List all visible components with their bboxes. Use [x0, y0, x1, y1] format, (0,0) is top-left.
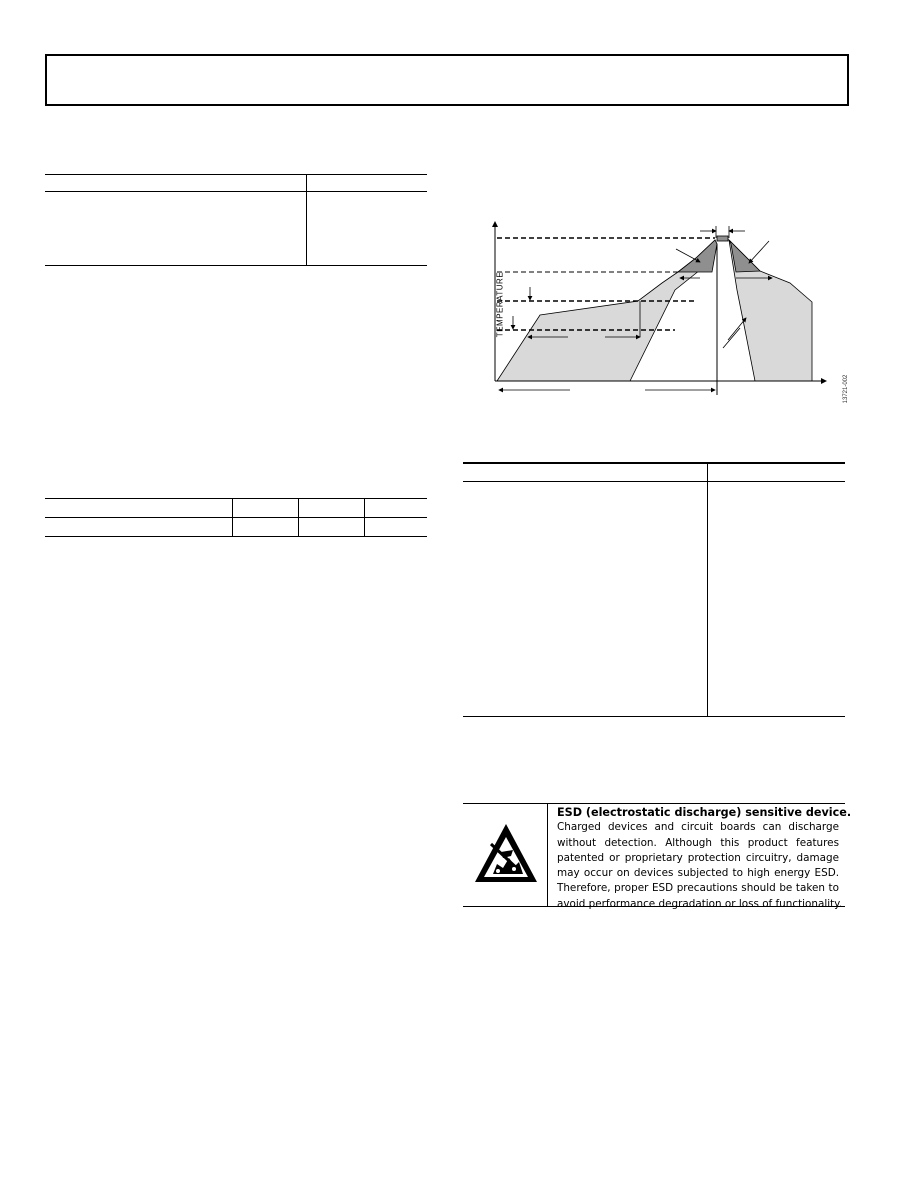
esd-divider	[547, 803, 548, 907]
esd-caution-text	[557, 805, 852, 912]
ramp-down-arrow	[749, 241, 769, 263]
esd-line: Charged devices and circuit boards can discharge	[557, 821, 839, 834]
cooling-arrow	[728, 318, 746, 340]
ramp-up-arrow	[676, 249, 700, 262]
figure-id: 13721-002	[843, 374, 849, 404]
peak-cap	[717, 236, 728, 241]
esd-top-rule	[463, 803, 845, 804]
profile-envelope-left	[497, 240, 717, 381]
peak-zone-left	[678, 240, 717, 272]
table-top-rule	[463, 462, 845, 464]
esd-line: may occur on devices subjected to high energy ESD.	[557, 867, 839, 880]
esd-line: without detection. Although this product features	[557, 836, 839, 849]
cooling-tail	[723, 328, 740, 348]
table-column-divider	[707, 462, 708, 716]
y-axis-label: TEMPERATURE	[495, 271, 505, 338]
esd-warning-icon	[473, 822, 539, 884]
esd-line: ESD (electrostatic discharge) sensitive device.	[557, 806, 852, 819]
esd-line: avoid performance degradation or loss of functionality.	[557, 897, 843, 910]
esd-line: Therefore, proper ESD precautions should be taken to	[557, 882, 839, 895]
table-bottom-rule	[463, 716, 845, 717]
table-header-rule	[463, 481, 845, 482]
esd-line: patented or proprietary protection circuitry, damage	[557, 851, 839, 864]
